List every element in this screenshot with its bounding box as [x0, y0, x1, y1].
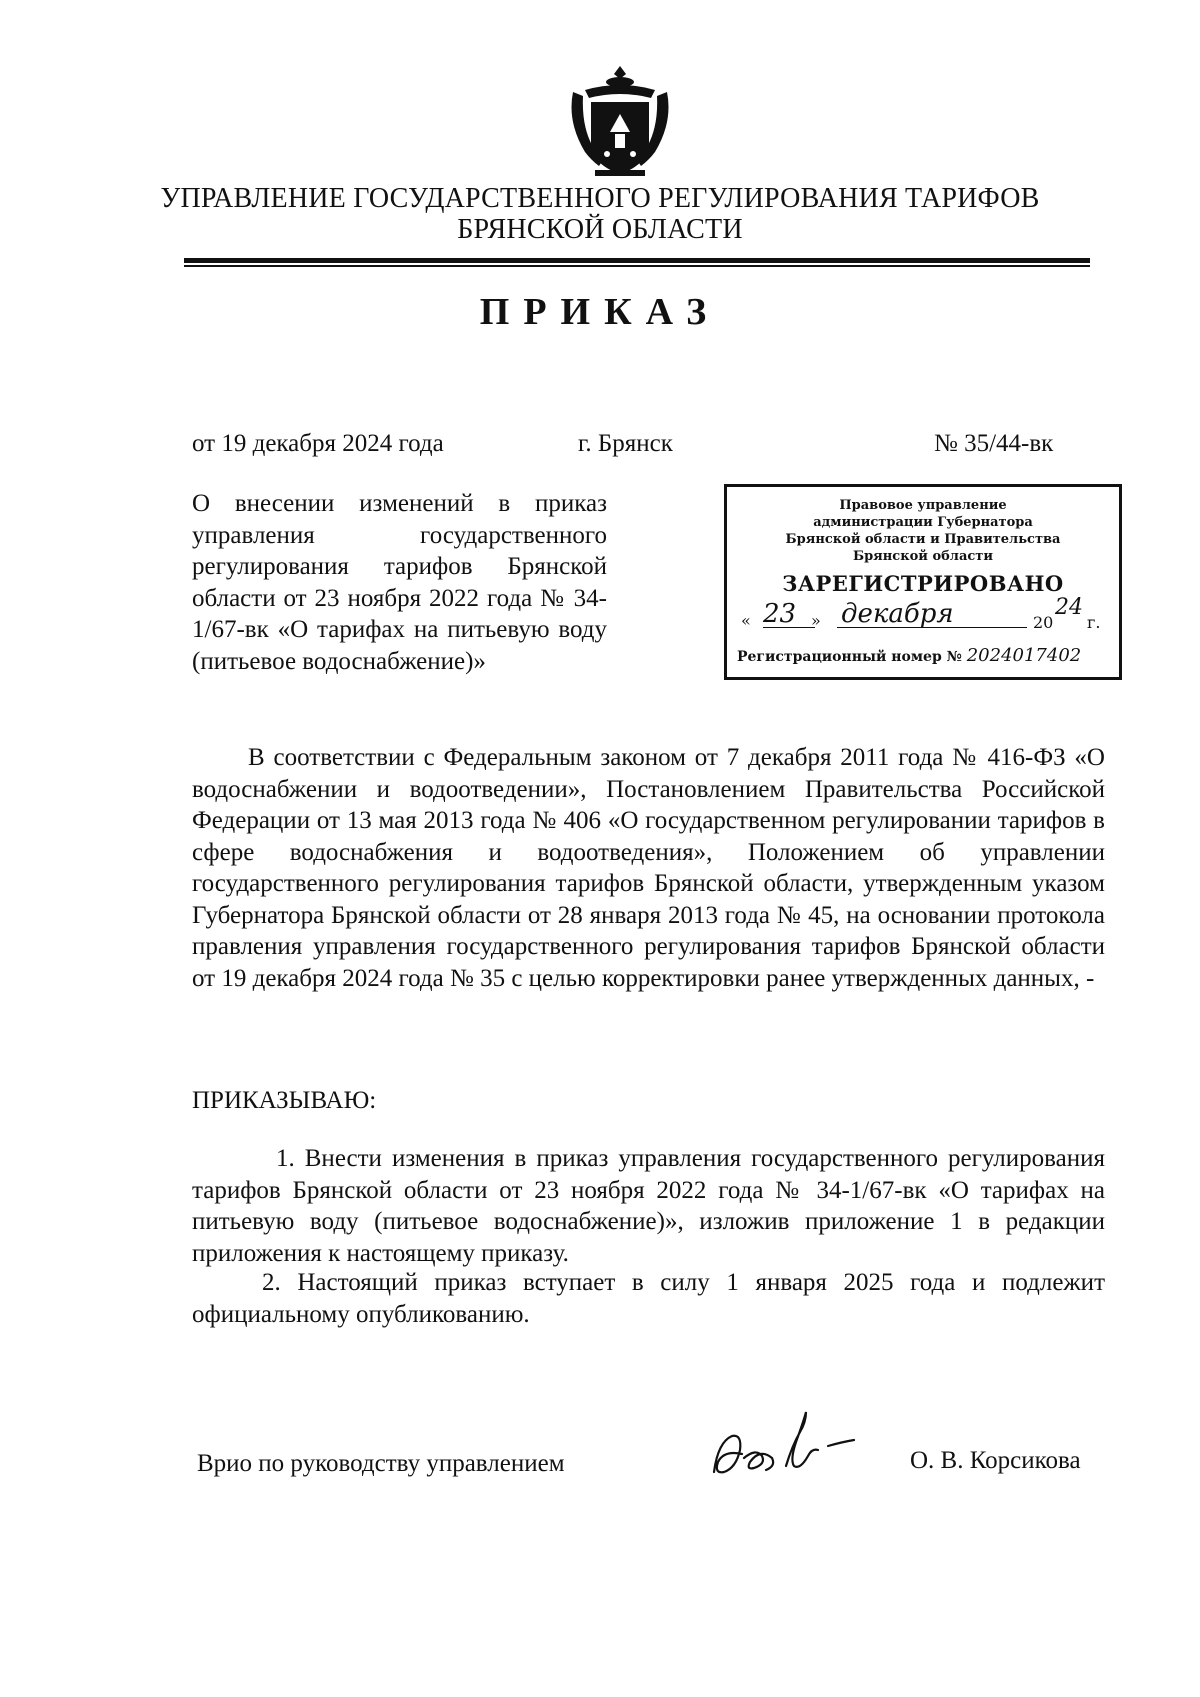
- order-item-1: 1. Внести изменения в приказ управления государственного регулирования тарифов Брянской области от 23 ноября 2022 года № 34-1/67-вк «О тарифах на питьевую воду (питьевое водоснабжение)», изложив приложение 1 в редакции приложения к настоящему приказу.: [192, 1145, 1105, 1267]
- document-date: от 19 декабря 2024 года: [192, 430, 444, 457]
- stamp-month: декабря: [841, 599, 954, 629]
- stamp-line-2: администрации Губернатора: [813, 515, 1033, 530]
- stamp-registration-number: [737, 645, 1117, 666]
- stamp-year-unit: г.: [1087, 613, 1101, 632]
- order-word: ПРИКАЗЫВАЮ:: [192, 1087, 377, 1114]
- header-divider: [184, 258, 1090, 263]
- signatory-name: О. В. Корсикова: [910, 1447, 1081, 1474]
- stamp-line-1: Правовое управление: [839, 498, 1007, 513]
- signatory-position: Врио по руководству управлением: [197, 1450, 565, 1477]
- document-title: ПРИКАЗ: [479, 291, 721, 333]
- registration-stamp: [724, 484, 1122, 680]
- stamp-year-prefix: 20: [1033, 613, 1054, 632]
- document-number: № 35/44-вк: [934, 430, 1054, 457]
- stamp-registered: ЗАРЕГИСТРИРОВАНО: [782, 571, 1064, 596]
- handwritten-signature: [700, 1400, 890, 1490]
- stamp-date: « 23 » декабря 20 24 г.: [741, 595, 1101, 632]
- stamp-line-4: Брянской области: [852, 549, 993, 564]
- stamp-year-suffix: 24: [1055, 595, 1083, 620]
- stamp-regno-value: 2024017402: [966, 645, 1082, 666]
- document-subject: О внесении изменений в приказ управления государственного регулирования тарифов Брянской области от 23 ноября 2022 года № 34-1/67-вк «О тарифах на питьевую воду (питьевое водоснабжение)»: [192, 490, 607, 675]
- stamp-line-3: Брянской области и Правительства: [785, 532, 1061, 547]
- header-divider-thin: [184, 265, 1090, 267]
- organization-name-line2: БРЯНСКОЙ ОБЛАСТИ: [457, 214, 743, 245]
- document-city: г. Брянск: [578, 430, 673, 457]
- coat-of-arms-icon: [565, 62, 675, 180]
- order-item-2: 2. Настоящий приказ вступает в силу 1 января 2025 года и подлежит официальному опубликованию.: [192, 1269, 1105, 1328]
- preamble-paragraph: В соответствии с Федеральным законом от 7 декабря 2011 года № 416-ФЗ «О водоснабжении и водоотведении», Постановлением Правительства Российской Федерации от 13 мая 2013 года № 406 «О государственном регулировании тарифов в сфере водоснабжения и водоотведения», Положением об управлении государственного регулирования тарифов Брянской области, утвержденным указом Губернатора Брянской области от 28 января 2013 года № 45, на основании протокола правления управления государственного регулирования тарифов Брянской области от 19 декабря 2024 года № 35 с целью корректировки ранее утвержденных данных, -: [192, 744, 1105, 992]
- organization-name-line1: УПРАВЛЕНИЕ ГОСУДАРСТВЕННОГО РЕГУЛИРОВАНИЯ ТАРИФОВ: [160, 183, 1040, 214]
- stamp-regno-label: Регистрационный номер №: [737, 649, 962, 665]
- stamp-day: 23: [763, 599, 797, 629]
